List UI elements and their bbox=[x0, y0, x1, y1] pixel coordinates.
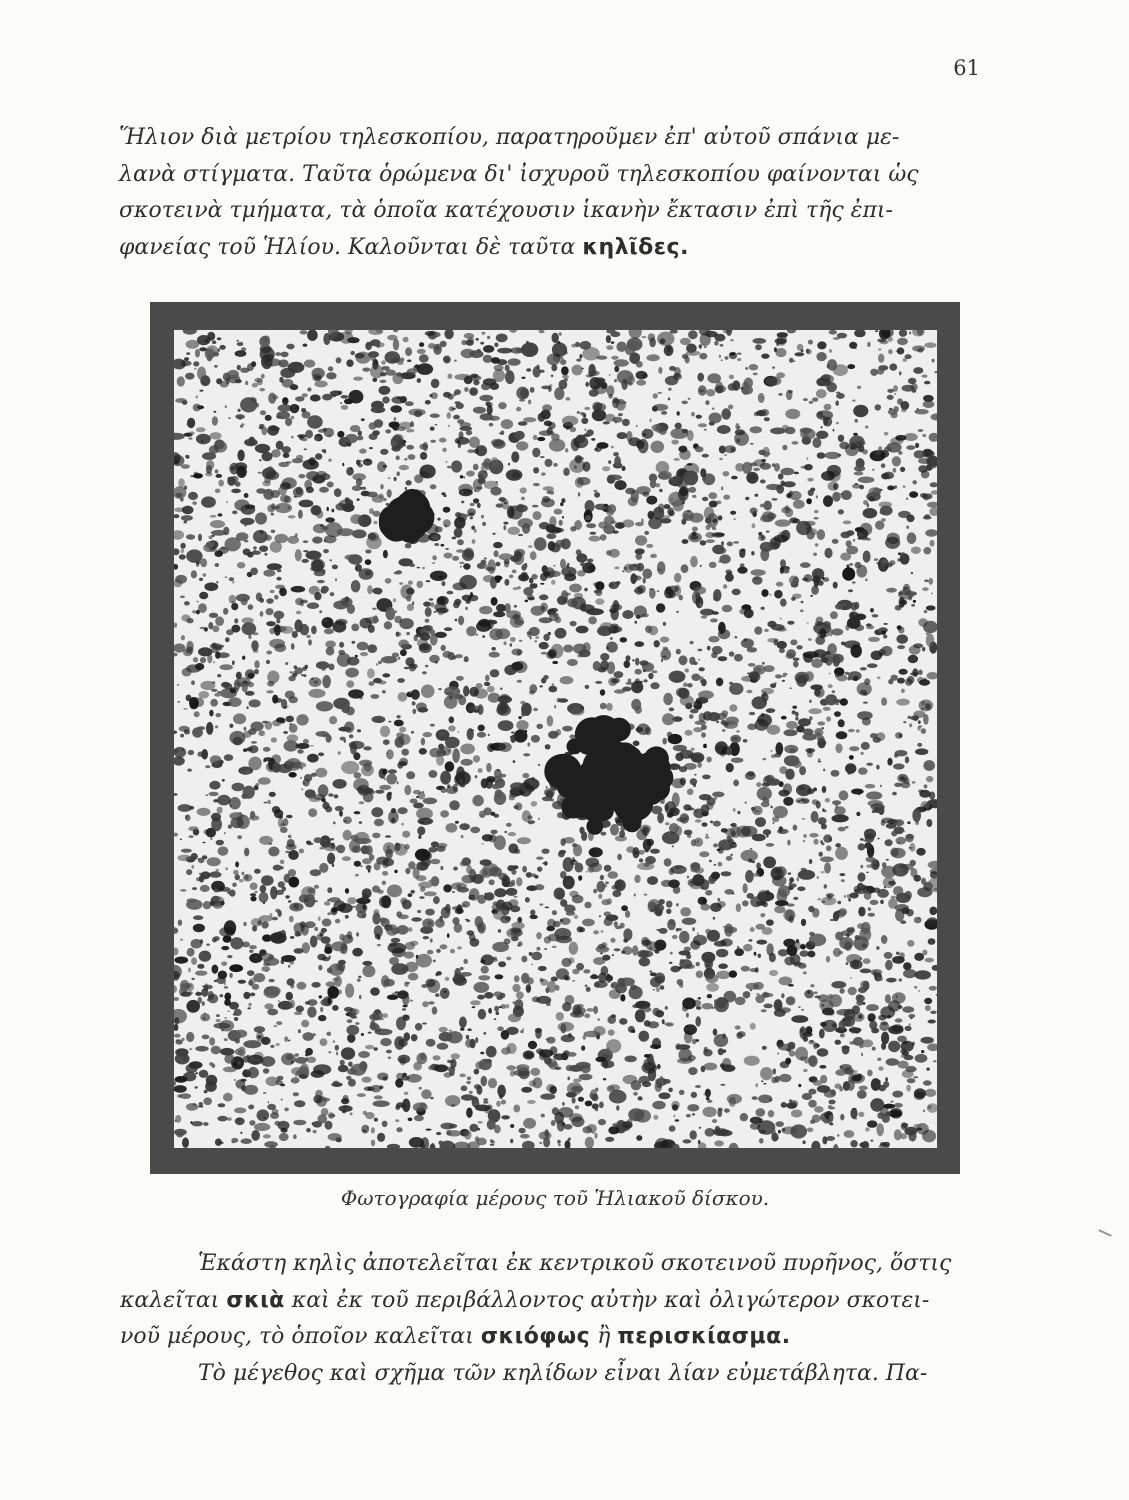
text-line: Τὸ μέγεθος καὶ σχῆμα τῶν κηλίδων εἶναι λίαν εὐμετάβλητα. Πα- bbox=[198, 1360, 928, 1386]
sun-disk-photo bbox=[174, 330, 937, 1148]
text-line: σκοτεινὰ τμήματα, τὰ ὁποῖα κατέχουσιν ἱκανὴν ἔκτασιν ἐπὶ τῆς ἐπι- bbox=[119, 198, 893, 223]
sunspot-paragraph bbox=[120, 1246, 990, 1392]
text-line: Ἑκάστη κηλὶς ἀποτελεῖται ἐκ κεντρικοῦ σκοτεινοῦ πυρῆνος, ὅστις bbox=[198, 1251, 952, 1276]
text-fragment: φανείας τοῦ Ἡλίου. Καλοῦνται δὲ ταῦτα bbox=[119, 234, 576, 260]
text-line: λανὰ στίγματα. Ταῦτα ὁρώμενα δι' ἰσχυροῦ τηλεσκοπίου φαίνονται ὡς bbox=[119, 161, 919, 187]
intro-paragraph bbox=[119, 120, 984, 266]
solar-granulation-image bbox=[174, 330, 937, 1148]
figure-caption: Φωτογραφία μέρους τοῦ Ἡλιακοῦ δίσκου. bbox=[340, 1186, 770, 1210]
term-sunspots: κηλῖδες. bbox=[582, 234, 689, 260]
term-periskiasma: περισκίασμα. bbox=[617, 1324, 791, 1349]
text-fragment: νοῦ μέρους, τὸ ὁποῖον καλεῖται bbox=[120, 1324, 474, 1349]
text-fragment: καὶ ἐκ τοῦ περιβάλλοντος αὐτὴν καὶ ὀλιγώτερον σκοτει- bbox=[291, 1287, 930, 1313]
text-fragment: ἢ bbox=[597, 1324, 611, 1349]
text-line bbox=[119, 230, 984, 267]
term-penumbra: σκιόφως bbox=[480, 1324, 591, 1349]
text-line bbox=[120, 1283, 990, 1320]
page-number: 61 bbox=[953, 56, 980, 80]
text-line bbox=[120, 1319, 990, 1356]
text-fragment: καλεῖται bbox=[120, 1287, 220, 1313]
text-line: Ἥλιον διὰ μετρίου τηλεσκοπίου, παρατηροῦμεν ἐπ' αὐτοῦ σπάνια με- bbox=[119, 125, 900, 150]
term-umbra: σκιὰ bbox=[226, 1287, 285, 1313]
sun-disk-photo-frame bbox=[150, 302, 960, 1174]
scan-mark bbox=[1098, 1229, 1112, 1237]
